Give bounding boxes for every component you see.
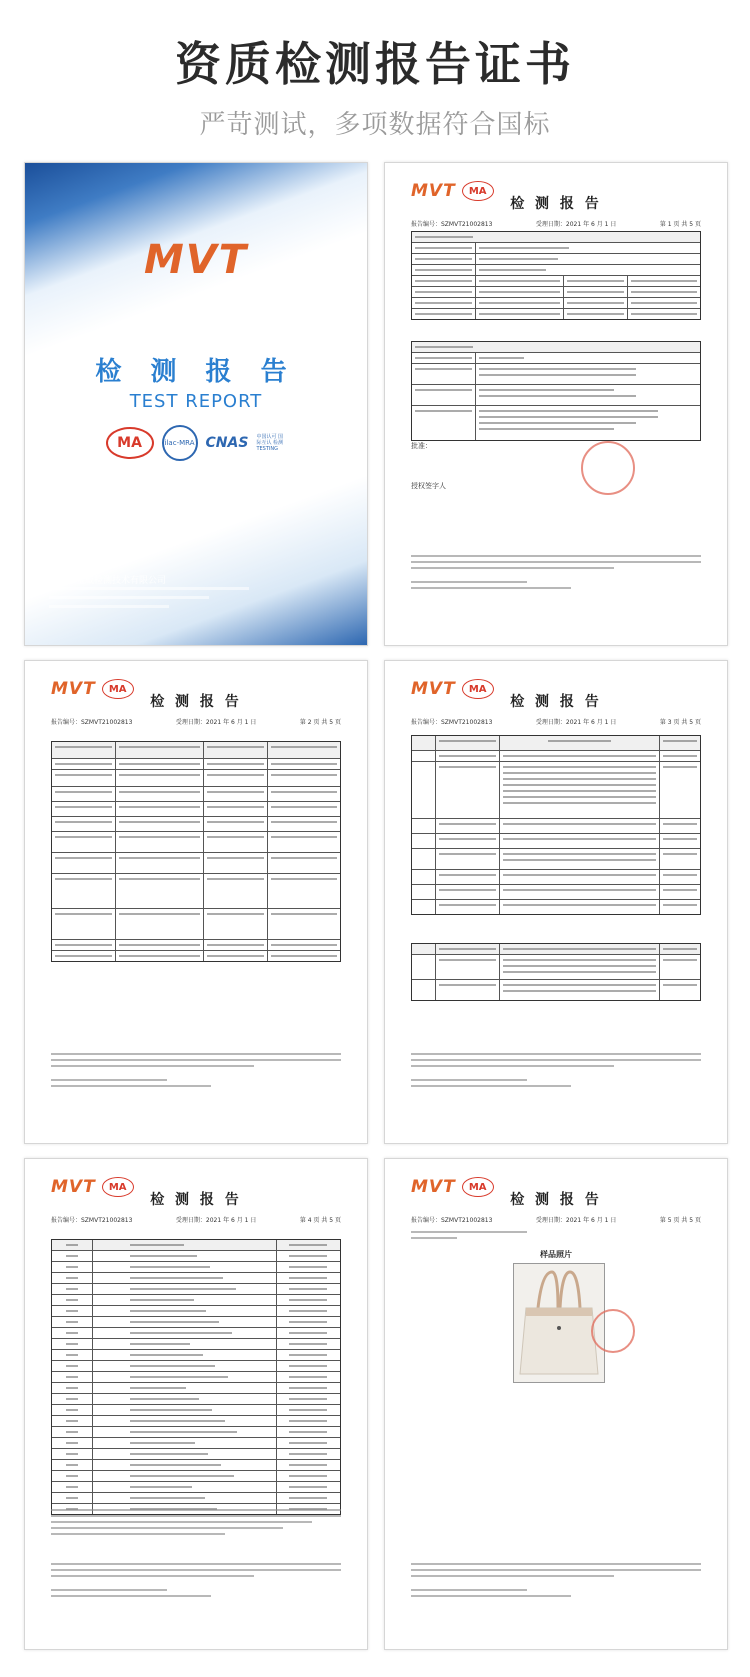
mvt-logo: MVT (143, 237, 249, 283)
table-notes (51, 1509, 341, 1539)
table-row (52, 1383, 340, 1394)
report-date: 受理日期：2021 年 6 月 1 日 (535, 221, 617, 228)
authorized-signer-label: 授权签字人 (411, 482, 446, 490)
ma-badge: MA (462, 181, 494, 201)
sample-info-table (411, 231, 701, 320)
report-title: 检 测 报 告 (150, 694, 242, 710)
official-stamp (581, 441, 635, 495)
report-meta (411, 717, 701, 726)
report-date: 受理日期：2021 年 6 月 1 日 (175, 719, 257, 726)
certification-badges (25, 425, 367, 461)
label-test-table (411, 943, 701, 1001)
report-page-2 (24, 660, 368, 1144)
report-meta (51, 1215, 341, 1224)
report-date: 受理日期：2021 年 6 月 1 日 (535, 1217, 617, 1224)
report-footer (51, 1053, 341, 1091)
report-page-no: 第 5 页 共 5 页 (659, 1217, 701, 1224)
report-number: 报告编号：SZMVT21002813 (51, 719, 133, 726)
cover-title-cn: 检 测 报 告 (95, 357, 297, 387)
table-row (52, 1284, 340, 1295)
report-footer (411, 555, 701, 593)
appearance-test-table (411, 735, 701, 915)
table-row (52, 1350, 340, 1361)
report-page-no: 第 2 页 共 5 页 (299, 719, 341, 726)
table-row (52, 1438, 340, 1449)
report-title: 检 测 报 告 (510, 1192, 602, 1208)
ilac-badge: ilac-MRA (162, 425, 198, 461)
report-page-no: 第 1 页 共 5 页 (659, 221, 701, 228)
report-page-no: 第 4 页 共 5 页 (299, 1217, 341, 1224)
report-title: 检 测 报 告 (510, 196, 602, 212)
table-row (52, 1427, 340, 1438)
mvt-logo: MVT (411, 181, 456, 201)
table-row (52, 1471, 340, 1482)
approver-label: 批准： (411, 442, 432, 450)
report-date: 受理日期：2021 年 6 月 1 日 (535, 719, 617, 726)
official-stamp (591, 1309, 635, 1353)
report-number: 报告编号：SZMVT21002813 (411, 719, 493, 726)
mvt-logo: MVT (411, 1177, 456, 1197)
tote-bag-image (514, 1264, 604, 1382)
table-row (52, 1328, 340, 1339)
table-row (52, 1251, 340, 1262)
report-number: 报告编号：SZMVT21002813 (411, 221, 493, 228)
table-row (52, 1240, 340, 1251)
table-row (52, 1405, 340, 1416)
table-row (52, 1394, 340, 1405)
cover-company: 深圳市金威检测技术有限公司 (49, 576, 167, 586)
mvt-logo: MVT (51, 1177, 96, 1197)
page-title: 资质检测报告证书 (175, 37, 575, 91)
report-page-1 (384, 162, 728, 646)
report-page-no: 第 3 页 共 5 页 (659, 719, 701, 726)
cover-contact-lines (49, 587, 249, 614)
table-row (52, 1372, 340, 1383)
ma-badge: MA (462, 679, 494, 699)
page-subtitle: 严苛测试，多项数据符合国标 (199, 110, 551, 140)
table-row (52, 1493, 340, 1504)
cnas-badge: CNAS (205, 435, 249, 451)
table-row (52, 1361, 340, 1372)
report-footer (411, 1563, 701, 1601)
report-page-5 (384, 1158, 728, 1650)
ma-badge: MA (106, 427, 154, 459)
report-date: 受理日期：2021 年 6 月 1 日 (175, 1217, 257, 1224)
cnas-note: 中国认可 国际互认 检测 TESTING (256, 434, 284, 452)
table-row (52, 1295, 340, 1306)
table-row (52, 1317, 340, 1328)
report-meta (411, 219, 701, 228)
table-row (52, 1262, 340, 1273)
report-cover-page (24, 162, 368, 646)
aromatic-amine-table (51, 1239, 341, 1515)
table-row (52, 1306, 340, 1317)
mvt-logo: MVT (51, 679, 96, 699)
report-page-4 (24, 1158, 368, 1650)
report-meta (411, 1215, 701, 1224)
report-footer (51, 1563, 341, 1601)
test-info-table (411, 341, 701, 441)
table-row (52, 1482, 340, 1493)
table-row (52, 1339, 340, 1350)
sample-photo-title: 样品照片 (540, 1250, 572, 1259)
ma-badge: MA (102, 679, 134, 699)
report-footer (411, 1053, 701, 1091)
table-row (52, 1460, 340, 1471)
report-page-3 (384, 660, 728, 1144)
cover-title-en: TEST REPORT (129, 391, 263, 412)
ma-badge: MA (102, 1177, 134, 1197)
mvt-logo: MVT (411, 679, 456, 699)
table-row (52, 1416, 340, 1427)
table-row (52, 1449, 340, 1460)
report-title: 检 测 报 告 (150, 1192, 242, 1208)
report-number: 报告编号：SZMVT21002813 (411, 1217, 493, 1224)
ma-badge: MA (462, 1177, 494, 1197)
sample-desc (411, 1231, 527, 1243)
table-row (52, 1273, 340, 1284)
report-number: 报告编号：SZMVT21002813 (51, 1217, 133, 1224)
test-result-table (51, 741, 341, 962)
report-meta (51, 717, 341, 726)
report-title: 检 测 报 告 (510, 694, 602, 710)
